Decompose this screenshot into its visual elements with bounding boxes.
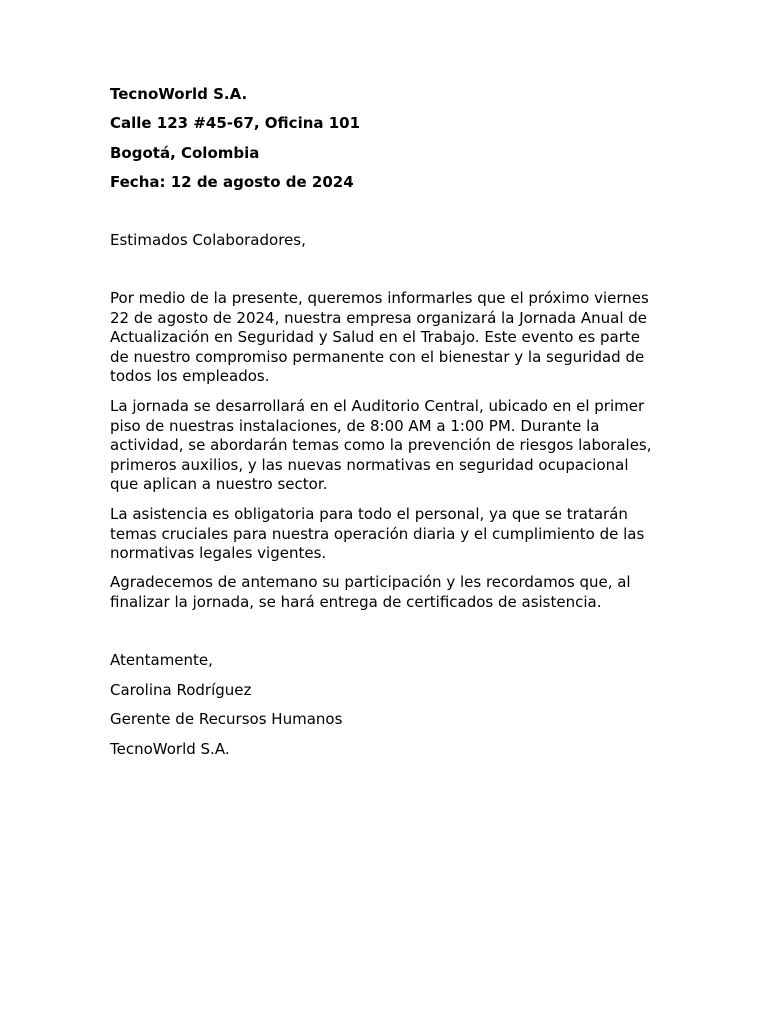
salutation: Estimados Colaboradores, — [110, 231, 306, 249]
letter-date: Fecha: 12 de agosto de 2024 — [110, 173, 354, 191]
sender-address: Calle 123 #45-67, Oficina 101 — [110, 114, 361, 132]
sender-company: TecnoWorld S.A. — [110, 85, 248, 103]
signer-company: TecnoWorld S.A. — [110, 740, 230, 758]
sender-city: Bogotá, Colombia — [110, 144, 260, 162]
body-paragraph-1: Por medio de la presente, queremos informarles que el próximo viernes 22 de agosto de 2024, nuestra empresa organizará la Jornada Anual de Actualización en Seguridad y Salud en el Trabajo. Este evento es parte de nuestro compromiso permanente con el bienestar y la seguridad de todos los empleados. — [110, 289, 649, 385]
signer-title: Gerente de Recursos Humanos — [110, 710, 343, 728]
signer-name: Carolina Rodríguez — [110, 681, 252, 699]
body-paragraph-3: La asistencia es obligatoria para todo el personal, ya que se tratarán temas cruciales para nuestra operación diaria y el cumplimiento de las normativas legales vigentes. — [110, 505, 645, 562]
body-paragraph-2: La jornada se desarrollará en el Auditorio Central, ubicado en el primer piso de nuestras instalaciones, de 8:00 AM a 1:00 PM. Durante la actividad, se abordarán temas como la prevención de riesgos laborales, primeros auxilios, y las nuevas normativas en seguridad ocupacional que aplican a nuestro sector. — [110, 397, 652, 493]
body-paragraph-4: Agradecemos de antemano su participación y les recordamos que, al finalizar la jornada, se hará entrega de certificados de asistencia. — [110, 573, 631, 611]
valediction: Atentamente, — [110, 651, 213, 669]
